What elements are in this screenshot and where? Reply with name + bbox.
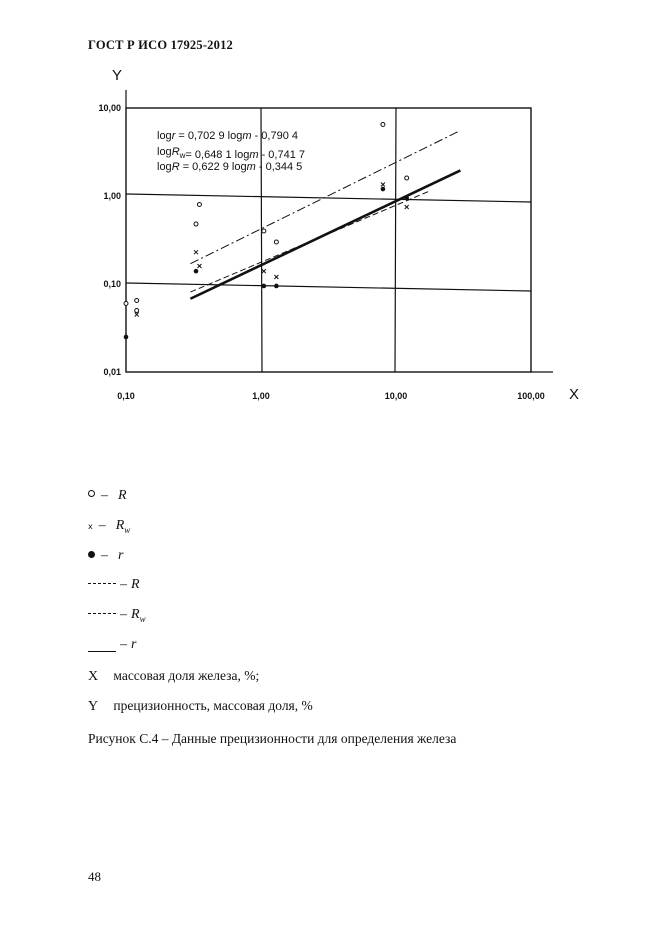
x-tick-label: 1,00 bbox=[252, 391, 270, 401]
chart-equations bbox=[157, 130, 305, 173]
y-tick-label: 0,10 bbox=[103, 279, 121, 289]
equation-1: logr = 0,702 9 logm - 0,790 4 bbox=[157, 130, 298, 142]
dashed-line-icon bbox=[88, 613, 116, 614]
legend-cross-label: $R_w$ bbox=[115, 518, 131, 535]
x-axis-label: X bbox=[569, 386, 580, 403]
point-R bbox=[194, 222, 198, 226]
legend-solid-line: – r bbox=[88, 637, 136, 653]
legend-filled-label: r bbox=[118, 548, 124, 563]
point-R bbox=[135, 298, 139, 302]
figure-caption: Рисунок С.4 – Данные прецизионности для определения железа bbox=[88, 731, 457, 746]
x-tick-label: 10,00 bbox=[384, 391, 408, 401]
grid-line-vertical bbox=[395, 108, 396, 372]
point-R bbox=[262, 229, 266, 233]
legend-filled-circle: – r bbox=[88, 548, 123, 564]
legend-dashed-label: $R_w$ bbox=[131, 607, 146, 624]
precision-chart bbox=[0, 0, 661, 460]
x-tick-label: 100,00 bbox=[517, 391, 545, 401]
point-Rw bbox=[274, 275, 278, 279]
y-tick-label: 1,00 bbox=[103, 191, 121, 201]
point-Rw bbox=[135, 313, 139, 317]
legend-cross: x – $R_w$ bbox=[88, 518, 131, 535]
point-r bbox=[381, 187, 386, 192]
page-number: 48 bbox=[88, 869, 101, 884]
fit-line-r bbox=[190, 170, 460, 298]
point-Rw bbox=[197, 264, 201, 268]
point-R bbox=[274, 240, 278, 244]
y-text: прецизионность, массовая доля, % bbox=[113, 698, 313, 713]
legend-dashed-line: – $R_w$ bbox=[88, 607, 146, 624]
legend-solid-label: r bbox=[131, 637, 137, 652]
legend-open-label: R bbox=[118, 488, 127, 503]
filled-circle-icon bbox=[88, 551, 95, 558]
equation-3: logR = 0,622 9 logm - 0,344 5 bbox=[157, 161, 303, 173]
y-tick-label: 0,01 bbox=[103, 367, 121, 377]
legend-dashdot-label: R bbox=[131, 577, 140, 592]
point-Rw bbox=[405, 205, 409, 209]
point-R bbox=[124, 302, 128, 306]
plot-frame bbox=[126, 108, 531, 372]
legend-open-circle: – R bbox=[88, 488, 127, 504]
dashdot-line-icon bbox=[88, 583, 116, 584]
chart-ticks bbox=[98, 67, 579, 403]
point-r bbox=[194, 269, 199, 274]
x-axis-description bbox=[88, 668, 259, 685]
point-R bbox=[197, 203, 201, 207]
x-key: X bbox=[88, 669, 99, 684]
grid-line-horizontal bbox=[126, 283, 531, 291]
point-r bbox=[262, 284, 267, 289]
point-r bbox=[404, 196, 409, 201]
y-tick-label: 10,00 bbox=[98, 103, 121, 113]
legend-dashdot-line: – R bbox=[88, 577, 140, 593]
y-key: Y bbox=[88, 699, 99, 714]
point-R bbox=[135, 308, 139, 312]
point-Rw bbox=[194, 250, 198, 254]
point-R bbox=[381, 122, 385, 126]
point-r bbox=[274, 284, 279, 289]
x-tick-label: 0,10 bbox=[117, 391, 135, 401]
point-R bbox=[405, 176, 409, 180]
y-axis-label: Y bbox=[112, 67, 123, 84]
open-circle-icon bbox=[88, 490, 95, 497]
grid-line-vertical bbox=[261, 108, 262, 372]
y-axis-description bbox=[88, 698, 313, 715]
point-r bbox=[124, 335, 129, 340]
point-Rw bbox=[262, 269, 266, 273]
x-text: массовая доля железа, %; bbox=[113, 668, 260, 683]
cross-icon: x bbox=[88, 522, 93, 531]
point-Rw bbox=[381, 183, 385, 187]
equation-2: logR$_w$= 0,648 1 logm - 0,741 7 bbox=[157, 146, 305, 161]
document-header: ГОСТ Р ИСО 17925-2012 bbox=[88, 38, 233, 52]
solid-line-icon bbox=[88, 651, 116, 652]
